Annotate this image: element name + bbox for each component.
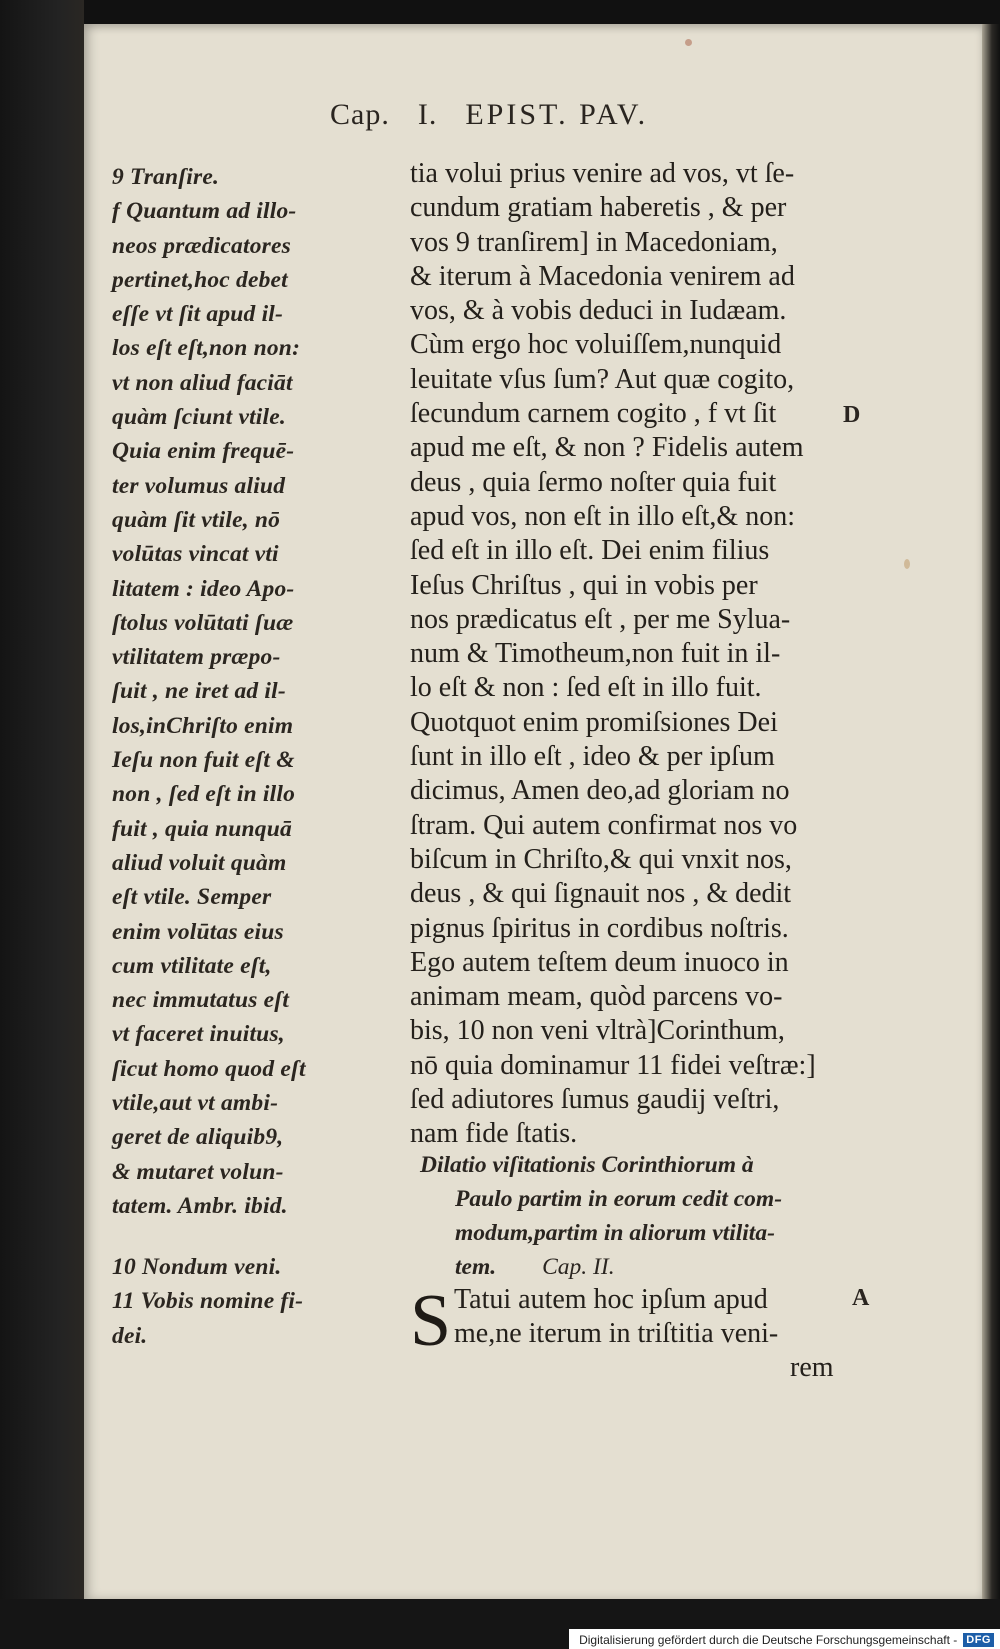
gloss-line: ter volumus aliud	[112, 472, 286, 499]
gloss-line: cum vtilitate eſt,	[112, 952, 272, 979]
gloss-line: eſſe vt ſit apud il-	[112, 301, 284, 328]
gloss-line: geret de aliquib9,	[112, 1124, 284, 1151]
gloss-line: vt faceret inuitus,	[112, 1021, 285, 1048]
text-line: apud me eſt, & non ? Fidelis autem	[410, 432, 804, 464]
chapter-two-opening	[410, 1280, 850, 1385]
text-line: ſed eſt in illo eſt. Dei enim filius	[410, 535, 770, 567]
text-line: apud vos, non eſt in illo eſt,& non:	[410, 500, 795, 532]
paper-spot	[904, 559, 910, 569]
text-line: cundum gratiam haberetis , & per	[410, 192, 787, 224]
gloss-line: non , ſed eſt in illo	[112, 781, 296, 808]
gloss-line: quàm ſit vtile, nō	[112, 506, 281, 533]
margin-letter-d: D	[843, 402, 861, 428]
gloss-line: volūtas vincat vti	[112, 541, 279, 568]
drop-cap: S	[410, 1280, 452, 1362]
gloss-line: eſt vtile. Semper	[112, 884, 272, 911]
text-line: ſtram. Qui autem confirmat nos vo	[410, 809, 798, 841]
gloss-line: tatem. Ambr. ibid.	[112, 1192, 288, 1219]
gloss-line: 9 Tranſire.	[112, 164, 220, 190]
text-line: vos 9 tranſirem] in Macedoniam,	[410, 226, 778, 258]
gloss-line: Ieſu non fuit eſt &	[112, 747, 295, 774]
text-line: Cùm ergo hoc voluiſſem,nunquid	[410, 329, 782, 361]
header-running-title: EPIST. PAV.	[465, 98, 649, 131]
text-line: & iterum à Macedonia venirem ad	[410, 260, 795, 292]
dfg-logo: DFG	[963, 1633, 994, 1647]
text-line: Quotquot enim promiſsiones Dei	[410, 706, 778, 738]
margin-letter-a: A	[852, 1285, 870, 1311]
gloss-line: enim volūtas eius	[112, 918, 284, 945]
rubric-line: Paulo partim in eorum cedit com-	[455, 1186, 783, 1212]
text-line: deus , quia ſermo noſter quia fuit	[410, 466, 777, 498]
text-line: vos, & à vobis deduci in Iudæam.	[410, 295, 787, 327]
footnote-line: 10 Nondum veni.	[112, 1254, 282, 1280]
scan-left-border	[0, 0, 84, 1649]
gloss-line: Quia enim frequē-	[112, 438, 295, 465]
gloss-line: vt non aliud faciāt	[112, 369, 293, 396]
gloss-line: los eſt eſt,non non:	[112, 335, 301, 362]
gloss-line: nec immutatus eſt	[112, 987, 290, 1014]
gloss-line: ſuit , ne iret ad il-	[112, 678, 286, 705]
rubric-line	[420, 1250, 850, 1284]
text-line: Ieſus Chriſtus , qui in vobis per	[410, 569, 758, 601]
text-line: animam meam, quòd parcens vo-	[410, 981, 783, 1013]
gloss-line: vtile,aut vt ambi-	[112, 1090, 279, 1117]
text-line: dicimus, Amen deo,ad gloriam no	[410, 775, 790, 807]
text-line: nam fide ſtatis.	[410, 1118, 578, 1150]
text-line: Tatui autem hoc ipſum apud	[454, 1284, 768, 1315]
text-line: me,ne iterum in triſtitia veni-	[454, 1318, 779, 1349]
text-line: pignus ſpiritus in cordibus noſtris.	[410, 912, 789, 944]
text-line: bis, 10 non veni vltrà]Corinthum,	[410, 1015, 785, 1047]
text-line: Ego autem teſtem deum inuoco in	[410, 946, 789, 978]
scan-top-border	[0, 0, 1000, 24]
running-header	[330, 98, 760, 132]
gloss-line: pertinet,hoc debet	[112, 266, 288, 293]
credit-text: Digitalisierung gefördert durch die Deutsche Forschungsgemeinschaft -	[579, 1633, 958, 1647]
text-line: deus , & qui ſignauit nos , & dedit	[410, 878, 792, 910]
text-line: ſed adiutores ſumus gaudij veſtri,	[410, 1084, 780, 1116]
text-line: ſunt in illo eſt , ideo & per ipſum	[410, 741, 775, 773]
footnote-line: 11 Vobis nomine fi-	[112, 1288, 304, 1315]
footnote-line: dei.	[112, 1322, 148, 1349]
rubric-line: modum,partim in aliorum vtilita-	[455, 1220, 775, 1246]
gloss-line: aliud voluit quàm	[112, 849, 287, 876]
text-line: leuitate vſus ſum? Aut quæ cogito,	[410, 363, 795, 395]
gloss-line: litatem : ideo Apo-	[112, 575, 295, 602]
text-line: tia volui prius venire ad vos, vt ſe-	[410, 158, 795, 189]
digitization-credit	[569, 1629, 1000, 1649]
marginal-gloss	[112, 160, 412, 1349]
text-line: lo eſt & non : ſed eſt in illo fuit.	[410, 672, 762, 704]
chapter-summary-rubric	[420, 1148, 850, 1284]
text-line: nos prædicatus eſt , per me Sylua-	[410, 603, 791, 635]
gloss-line: ſicut homo quod eſt	[112, 1055, 306, 1082]
rubric-chapter-label: Cap. II.	[542, 1254, 615, 1280]
gloss-line: & mutaret volun-	[112, 1158, 284, 1185]
ink-stain	[685, 39, 692, 46]
gloss-line: ſtolus volūtati ſuæ	[112, 609, 294, 636]
text-line: ſecundum carnem cogito , f vt ſit	[410, 398, 777, 430]
text-line: biſcum in Chriſto,& qui vnxit nos,	[410, 843, 792, 875]
header-chapter-number: I.	[417, 98, 438, 131]
gloss-line: quàm ſciunt vtile.	[112, 404, 286, 431]
header-chapter: Cap.	[330, 98, 390, 131]
gloss-line: fuit , quia nunquā	[112, 815, 292, 842]
text-line: num & Timotheum,non fuit in il-	[410, 638, 781, 670]
gloss-line: los,inChriſto enim	[112, 712, 294, 739]
scan-right-edge	[982, 24, 1000, 1599]
text-line: nō quia dominamur 11 fidei veſtræ:]	[410, 1049, 816, 1081]
gloss-line: vtilitatem præpo-	[112, 644, 281, 671]
main-text-column	[410, 157, 840, 1152]
gloss-line: neos prædicatores	[112, 232, 291, 259]
gloss-line: f Quantum ad illo-	[112, 198, 297, 225]
catchword: rem	[790, 1352, 834, 1383]
marginal-footnotes	[112, 1250, 303, 1353]
rubric-line: Dilatio viſitationis Corinthiorum à	[420, 1152, 754, 1178]
rubric-line-end: tem.	[455, 1254, 497, 1280]
